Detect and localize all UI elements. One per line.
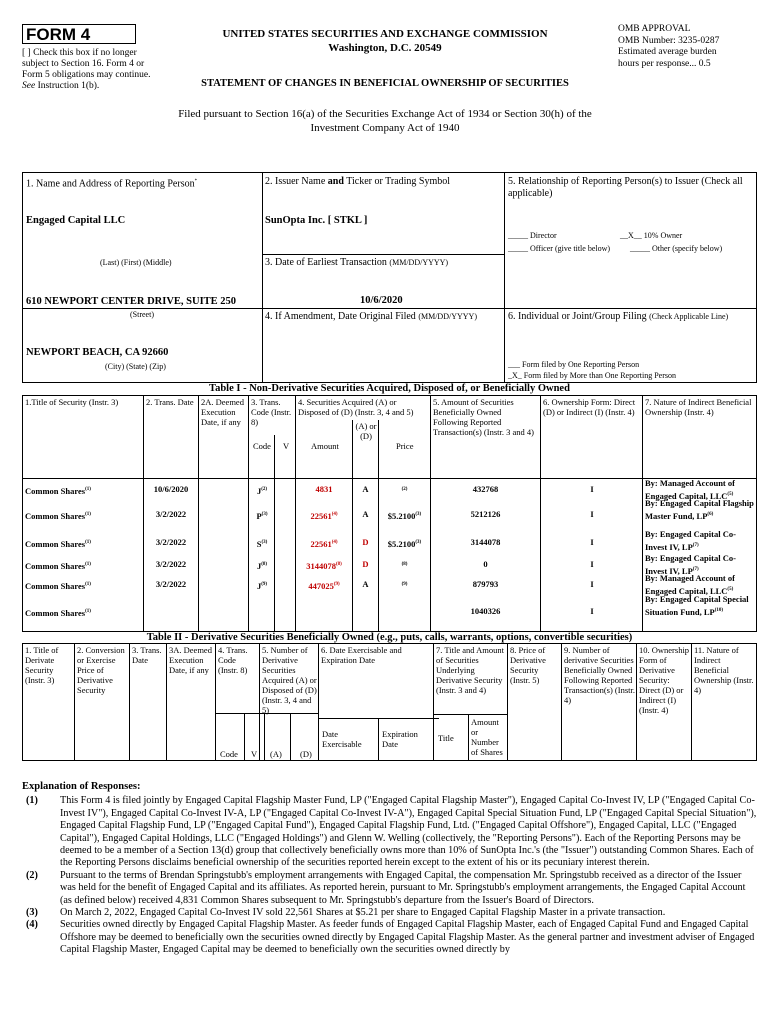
explanation-item: [22, 870, 757, 907]
explanation-heading: Explanation of Responses:: [22, 781, 141, 792]
box6-label: 6. Individual or Joint/Group Filing (Check Applicable Line): [508, 311, 729, 322]
amount-owned: 1040326: [470, 606, 501, 616]
t1-sub-ad: (A) or (D): [355, 421, 377, 441]
t2-h7: 7. Title and Amount of Securities Underlying Derivative Security (Instr. 3 and 4): [436, 645, 505, 695]
grid-line: [636, 643, 637, 760]
footnote-number: (3): [26, 907, 38, 919]
transaction-code: $P^{(3)}$: [256, 510, 268, 521]
agency-heading: UNITED STATES SECURITIES AND EXCHANGE COMMISSION Washington, D.C. 20549: [222, 28, 548, 54]
transaction-amount: 4831: [315, 483, 333, 494]
grid-line: [262, 254, 505, 255]
nature-of-ownership: By: Managed Account of Engaged Capital, LLC$^{(5)}$: [645, 573, 735, 596]
box5-label: 5. Relationship of Reporting Person(s) to Issuer (Check all applicable): [508, 176, 743, 199]
filed-pursuant: Filed pursuant to Section 16(a) of the Securities Exchange Act of 1934 or Section 30(h) of the Investment Company Act of 1940: [178, 108, 592, 134]
t1-sub-amount: Amount: [311, 441, 339, 451]
amount-owned: 0: [483, 558, 488, 569]
t1-sub-code: Code: [253, 441, 271, 451]
grid-line: [756, 172, 757, 382]
ownership-form: I: [590, 579, 594, 589]
grid-line: [756, 395, 757, 631]
footnote-text: On March 2, 2022, Engaged Capital Co-Invest IV sold 22,561 Shares at $5.21 per share to Engaged Capital Flagship Master in a private transaction.: [60, 907, 666, 919]
name-caption: (Last) (First) (Middle): [100, 258, 172, 267]
t2-h3a: 3A. Deemed Execution Date, if any: [169, 645, 212, 675]
box2-label: 2. Issuer Name and Ticker or Trading Symbol: [265, 176, 451, 187]
grid-line: [244, 713, 245, 760]
officer-option: _____ Officer (give title below): [508, 244, 611, 253]
ownership-form: I: [590, 558, 594, 569]
grid-line: [540, 395, 541, 631]
grid-line: [378, 420, 379, 631]
transaction-price: $5.2100$^{(3)}$: [387, 510, 422, 521]
transaction-price: $5.2100$^{(3)}$: [387, 538, 422, 549]
t2-h10: 10. Ownership Form of Derivative Security: Direct (D) or Indirect (I) (Instr. 4): [639, 645, 690, 715]
t2-sub-title: Title: [438, 733, 454, 743]
t2-sub-v: V: [251, 749, 258, 759]
city-caption: (City) (State) (Zip): [105, 362, 166, 371]
grid-line: [198, 395, 199, 631]
grid-line: [318, 643, 319, 760]
transaction-code: $S^{(3)}$: [256, 538, 268, 549]
t2-h2: 2. Conversion or Exercise Price of Derivative Security: [77, 645, 125, 695]
grid-line: [756, 643, 757, 760]
amount-owned: 5212126: [470, 509, 501, 519]
grid-line: [561, 643, 562, 760]
grid-line: [262, 172, 263, 382]
transaction-amount: 22561$^{(4)}$: [310, 538, 338, 549]
transaction-amount: 447025$^{(9)}$: [308, 580, 340, 591]
acquired-disposed: A: [362, 579, 369, 589]
acquired-disposed: D: [362, 558, 369, 569]
t1-h1: 1.Title of Security (Instr. 3): [25, 397, 119, 407]
t2-sub-expiration: Expiration Date: [382, 729, 418, 749]
statement-title: STATEMENT OF CHANGES IN BENEFICIAL OWNERSHIP OF SECURITIES: [201, 78, 569, 89]
amount-owned: 432768: [472, 483, 499, 494]
grid-line: [22, 395, 23, 631]
box4-label: 4. If Amendment, Date Original Filed (MM/DD/YYYY): [265, 311, 477, 322]
t2-sub-d: (D): [300, 749, 312, 759]
footnote-text: Pursuant to the terms of Brendan Springstubb's employment arrangements with Engaged Capital, the compensation Mr. Springstubb received as a director of the Issuer was held for the benefit of Engaged Capital and its affiliates. As reported herein, pursuant to Mr. Springstubb's employment arrangements, the Engaged Capital Account (as defined below) received 4,831 Common Shares subsequent to Mr. Springstubb's departure from the Issuer's Board of Directors.: [60, 869, 746, 906]
transaction-code: $J^{(2)}$: [256, 485, 268, 496]
director-option: _____ Director: [508, 231, 557, 240]
ownership-form: I: [590, 606, 594, 616]
checkbox-note: [ ] Check this box if no longer subject to Section 16. Form 4 or Form 5 obligations may continue. See Instruction 1(b).: [22, 48, 151, 91]
street-address: 610 NEWPORT CENTER DRIVE, SUITE 250: [26, 296, 237, 307]
nature-of-ownership: By: Engaged Capital Co-Invest IV, LP$^{(7)}$: [645, 553, 736, 576]
t2-sub-code: Code: [220, 749, 238, 759]
amount-owned: 879793: [472, 579, 499, 589]
acquired-disposed: D: [362, 536, 369, 547]
t2-sub-amount: Amount or Number of Shares: [471, 717, 503, 757]
security-title: Common Shares$^{(1)}$: [25, 510, 91, 521]
filed-by-one-option: ___ Form filed by One Reporting Person: [508, 360, 640, 369]
box1-label: 1. Name and Address of Reporting Person*: [26, 178, 198, 190]
grid-line: [290, 713, 291, 760]
grid-line: [378, 718, 379, 760]
explanation-of-responses: [22, 781, 757, 957]
t1-h4: 4. Securities Acquired (A) or Disposed of (D) (Instr. 3, 4 and 5): [298, 397, 414, 417]
footnote-text: This Form 4 is filed jointly by Engaged Capital Flagship Master Fund, LP ("Engaged Capital Flagship Master"), Engaged Capital Co-Invest IV, LP ("Engaged Capital Co-Invest IV"), Engaged Capital Co-Invest IV-A, LP ("Engaged Capital Co-Invest IV-A"), Engaged Capital Special Situation Fund, LP ("Engaged Capital Special Situation"), Engaged Capital Flagship Fund, LP ("Engaged Capital Fund"), Engaged Capital Flagship Fund, Ltd. ("Engaged Capital Offshore"), Engaged Capital, LLC ("Engaged Capital"), Engaged Capital Holdings, LLC ("Engaged Holdings") and Glenn W. Welling (collectively, the "Reporting Persons"). Each of the Reporting Persons may be deemed to be a member of a Section 13(d) group that collectively beneficially owns more than 10% of SunOpta Inc.'s (the "Issuer") outstanding Common Shares. Each of the Reporting Persons disclaims beneficial ownership of the securities reported herein except to the extent of his or its pecuniary interest therein.: [60, 795, 757, 869]
footnote-number: (2): [26, 869, 38, 881]
ownership-form: I: [590, 536, 594, 547]
t1-sub-price: Price: [396, 441, 414, 451]
t2-h4: 4. Trans. Code (Instr. 8): [218, 645, 248, 675]
grid-line: [22, 643, 23, 760]
box3-label: 3. Date of Earliest Transaction (MM/DD/YYYY): [265, 257, 449, 268]
security-title: Common Shares$^{(1)}$: [25, 580, 91, 591]
ten-percent-owner-option: __X__ 10% Owner: [620, 231, 683, 240]
transaction-date: 3/2/2022: [155, 509, 187, 519]
grid-line: [433, 714, 507, 715]
grid-line: [642, 395, 643, 631]
issuer-name: SunOpta Inc. [ STKL ]: [265, 215, 368, 226]
transaction-price: (8): [401, 561, 408, 567]
security-title: Common Shares$^{(1)}$: [25, 485, 91, 496]
ownership-form: I: [590, 483, 594, 494]
explanation-item: [22, 907, 757, 919]
t2-sub-a: (A): [270, 749, 282, 759]
transaction-date: 3/2/2022: [155, 558, 187, 569]
grid-line: [468, 714, 469, 760]
explanation-item: [22, 919, 757, 956]
t2-h11: 11. Nature of Indirect Beneficial Ownership (Instr. 4): [694, 645, 754, 695]
nature-of-ownership: By: Engaged Capital Co-Invest IV, LP$^{(7)}$: [645, 529, 736, 552]
grid-line: [166, 643, 167, 760]
grid-line: [352, 420, 353, 631]
t2-h6: 6. Date Exercisable and Expiration Date: [321, 645, 402, 665]
street-caption: (Street): [130, 310, 154, 319]
grid-line: [22, 643, 757, 644]
t2-h3: 3. Trans. Date: [132, 645, 162, 665]
earliest-transaction-date: 10/6/2020: [360, 295, 403, 306]
transaction-amount: 3144078$^{(8)}$: [306, 560, 342, 571]
grid-line: [295, 395, 296, 631]
grid-line: [22, 172, 757, 173]
explanation-items: [22, 795, 757, 956]
footnote-number: (1): [26, 795, 38, 807]
t2-h9: 9. Number of derivative Securities Beneficially Owned Following Reported Transaction(s) (Instr. 4): [564, 645, 635, 705]
grid-line: [143, 395, 144, 631]
t2-h1: 1. Title of Derivate Security (Instr. 3): [25, 645, 59, 685]
transaction-date: 3/2/2022: [155, 579, 187, 589]
filed-by-more-option: _X_ Form filed by More than One Reporting Person: [508, 371, 676, 380]
security-title: Common Shares$^{(1)}$: [25, 560, 91, 571]
grid-line: [262, 308, 757, 309]
grid-line: [215, 643, 216, 760]
nature-of-ownership: By: Engaged Capital Special Situation Fund, LP$^{(10)}$: [645, 594, 749, 617]
t1-h2: 2. Trans. Date: [146, 397, 194, 407]
amount-owned: 3144078: [470, 536, 501, 547]
grid-line: [129, 643, 130, 760]
footnote-text: Securities owned directly by Engaged Capital Flagship Master. As feeder funds of Engaged Capital Flagship Master, each of Engaged Capital Fund and Engaged Capital Offshore may be deemed to beneficially own the securities owned directly by Engaged Capital Flagship Master. As the general partner and investment adviser of Engaged Capital Flagship Master, Engaged Capital may be deemed to beneficially own the securities owned directly by: [60, 919, 755, 956]
t1-h7: 7. Nature of Indirect Beneficial Ownership (Instr. 4): [645, 397, 752, 417]
transaction-price: (9): [401, 582, 408, 587]
transaction-amount: 22561$^{(4)}$: [310, 510, 338, 521]
form-title: FORM 4: [22, 24, 136, 44]
table2-title: Table II - Derivative Securities Beneficially Owned (e.g., puts, calls, warrants, options, convertible securities): [146, 632, 633, 643]
grid-line: [74, 643, 75, 760]
acquired-disposed: A: [362, 483, 369, 494]
t1-h5: 5. Amount of Securities Beneficially Owned Following Reported Transaction(s) (Instr. 3 and 4): [433, 397, 534, 437]
t1-h2a: 2A. Deemed Execution Date, if any: [201, 397, 244, 427]
t2-h5: 5. Number of Derivative Securities Acquired (A) or Disposed of (D) (Instr. 3, 4 and 5): [262, 645, 317, 715]
t1-sub-v: V: [283, 441, 290, 451]
ownership-form: I: [590, 509, 594, 519]
grid-line: [248, 395, 249, 631]
explanation-item: [22, 795, 757, 869]
acquired-disposed: A: [362, 509, 369, 519]
city-state-zip: NEWPORT BEACH, CA 92660: [26, 347, 169, 358]
reporting-person-name: Engaged Capital LLC: [26, 215, 126, 226]
transaction-code: $J^{(9)}$: [256, 580, 268, 591]
grid-line: [433, 643, 434, 760]
t2-h8: 8. Price of Derivative Security (Instr. 5): [510, 645, 546, 685]
grid-line: [504, 172, 505, 382]
security-title: Common Shares$^{(1)}$: [25, 538, 91, 549]
t2-sub-exercisable: Date Exercisable: [322, 729, 362, 749]
other-option: _____ Other (specify below): [630, 244, 723, 253]
grid-line: [259, 643, 260, 760]
grid-line: [264, 713, 265, 760]
transaction-price: (2): [401, 486, 408, 492]
table1-title: Table I - Non-Derivative Securities Acquired, Disposed of, or Beneficially Owned: [209, 383, 570, 394]
grid-line: [22, 172, 23, 382]
grid-line: [430, 395, 431, 631]
t1-h6: 6. Ownership Form: Direct (D) or Indirect (I) (Instr. 4): [543, 397, 636, 417]
grid-line: [22, 395, 757, 396]
grid-line: [22, 308, 262, 309]
transaction-code: $J^{(8)}$: [256, 560, 268, 571]
grid-line: [691, 643, 692, 760]
nature-of-ownership: By: Engaged Capital Flagship Master Fund, LP$^{(6)}$: [645, 498, 754, 521]
nature-of-ownership: By: Managed Account of Engaged Capital, LLC$^{(5)}$: [645, 478, 735, 501]
transaction-date: 3/2/2022: [155, 536, 187, 547]
transaction-date: 10/6/2020: [153, 483, 189, 494]
footnote-number: (4): [26, 919, 38, 931]
t1-h3: 3. Trans. Code (Instr. 8): [251, 397, 292, 427]
omb-approval: OMB APPROVAL OMB Number: 3235-0287 Estimated average burden hours per response... 0.5: [618, 24, 720, 69]
security-title: Common Shares$^{(1)}$: [25, 607, 91, 618]
grid-line: [274, 435, 275, 631]
grid-line: [22, 760, 757, 761]
